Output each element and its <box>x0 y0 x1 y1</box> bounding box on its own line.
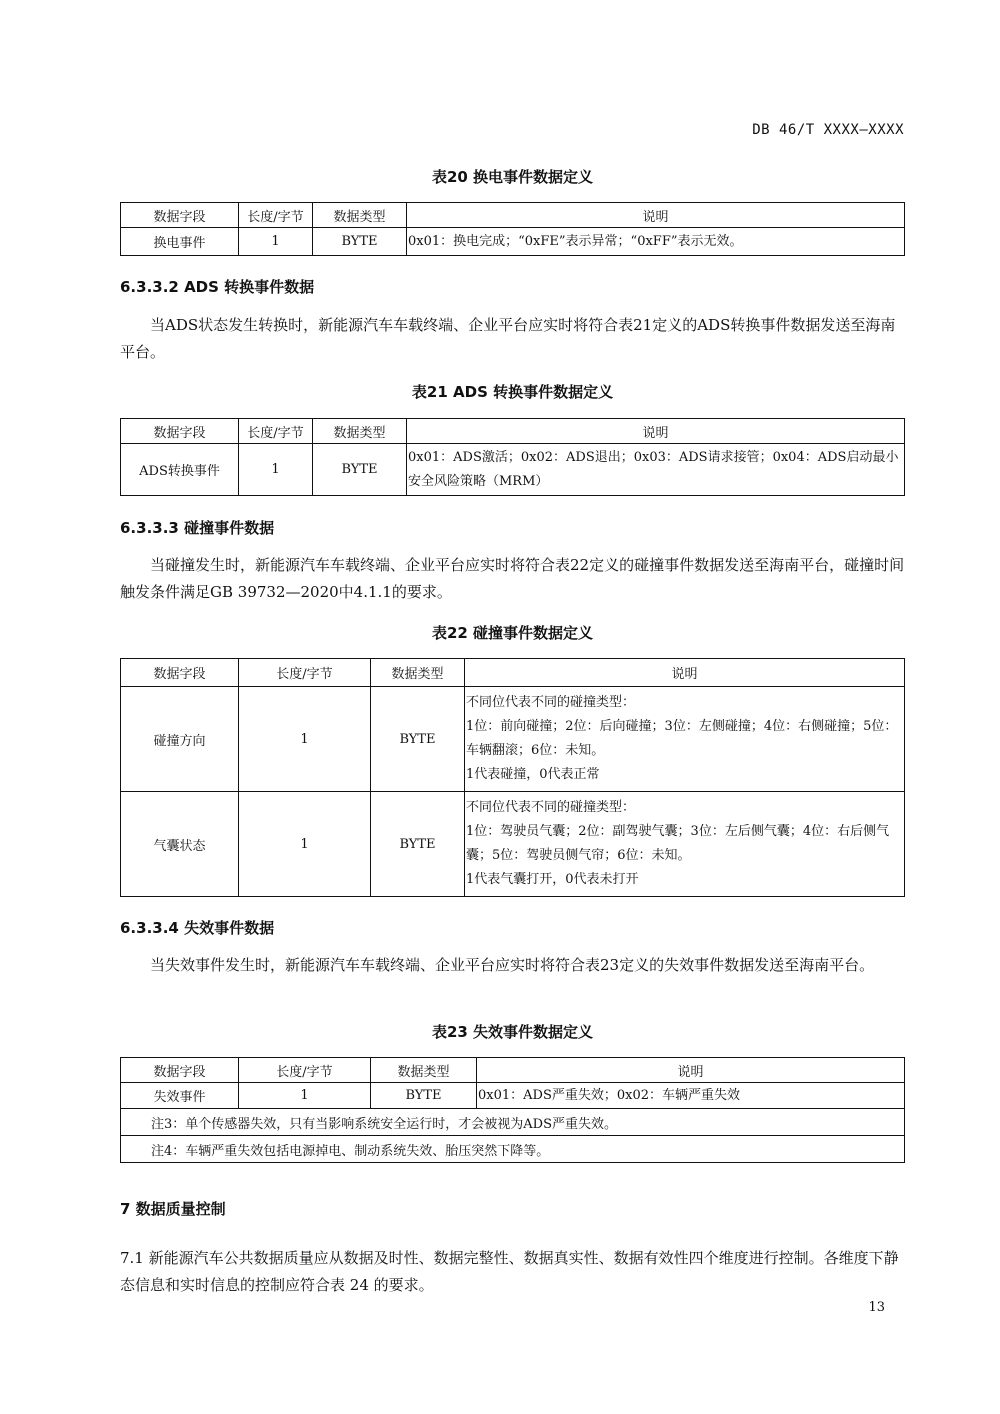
table-cell-description <box>465 792 905 897</box>
table-row <box>121 687 905 792</box>
paragraph-6-3-3-2: 当ADS状态发生转换时，新能源汽车车载终端、企业平台应实时将符合表21定义的ADS转换事件数据发送至海南平台。 <box>120 316 896 361</box>
header-cell: 长度/字节 <box>239 419 313 444</box>
table22 <box>120 658 905 897</box>
header-cell: 长度/字节 <box>239 659 371 687</box>
section-heading-6-3-3-3: 6.3.3.3 碰撞事件数据 <box>120 519 275 537</box>
paragraph-6-3-3-4: 当失效事件发生时，新能源汽车车载终端、企业平台应实时将符合表23定义的失效事件数据发送至海南平台。 <box>150 956 875 974</box>
header-cell: 数据类型 <box>313 419 407 444</box>
table-cell: 0x01：换电完成；“0xFE”表示异常；“0xFF”表示无效。 <box>407 228 905 256</box>
table-row <box>121 228 905 256</box>
header-cell: 数据类型 <box>313 203 407 228</box>
table22-caption: 表22 碰撞事件数据定义 <box>431 624 594 642</box>
table23-caption: 表23 失效事件数据定义 <box>431 1023 594 1041</box>
table-cell: BYTE <box>371 792 465 897</box>
header-cell: 长度/字节 <box>239 1058 371 1083</box>
header-cell: 数据类型 <box>371 1058 477 1083</box>
table-row <box>121 792 905 897</box>
table-note-row <box>121 1136 905 1163</box>
table23 <box>120 1057 905 1163</box>
table21-caption: 表21 ADS 转换事件数据定义 <box>411 383 614 401</box>
header-cell: 数据字段 <box>121 203 239 228</box>
table-cell: 碰撞方向 <box>121 687 239 792</box>
table-cell: 失效事件 <box>121 1083 239 1109</box>
section-heading-6-3-3-4: 6.3.3.4 失效事件数据 <box>120 919 275 937</box>
table-cell: ADS转换事件 <box>121 444 239 496</box>
table-cell: BYTE <box>371 687 465 792</box>
paragraph-7-1: 7.1 新能源汽车公共数据质量应从数据及时性、数据完整性、数据真实性、数据有效性四个维度进行控制。各维度下静态信息和实时信息的控制应符合表 24 的要求。 <box>120 1249 899 1294</box>
section-heading-6-3-3-2: 6.3.3.2 ADS 转换事件数据 <box>120 278 315 296</box>
table21 <box>120 418 905 496</box>
description-line: 1代表碰撞，0代表正常 <box>466 767 600 782</box>
table-note: 注4：车辆严重失效包括电源掉电、制动系统失效、胎压突然下降等。 <box>121 1136 905 1163</box>
table-cell: 1 <box>239 1083 371 1109</box>
section-heading-7: 7 数据质量控制 <box>120 1200 226 1218</box>
table-cell: 气囊状态 <box>121 792 239 897</box>
header-cell: 说明 <box>477 1058 905 1083</box>
description-line: 不同位代表不同的碰撞类型： <box>466 695 636 710</box>
table-header-row <box>121 1058 905 1083</box>
table-cell: 0x01：ADS严重失效；0x02：车辆严重失效 <box>477 1083 905 1109</box>
description-line: 1代表气囊打开，0代表未打开 <box>466 872 639 887</box>
table-cell: 1 <box>239 444 313 496</box>
table20 <box>120 202 905 256</box>
table-cell: BYTE <box>371 1083 477 1109</box>
document-code: DB 46/T XXXX—XXXX <box>752 122 904 138</box>
table-header-row <box>121 203 905 228</box>
table-cell: 1 <box>239 687 371 792</box>
header-cell: 数据字段 <box>121 659 239 687</box>
description-line: 1位：驾驶员气囊；2位：副驾驶气囊；3位：左后侧气囊；4位：右后侧气囊；5位：驾驶员侧气帘；6位：未知。 <box>466 824 890 863</box>
description-line: 1位：前向碰撞；2位：后向碰撞；3位：左侧碰撞；4位：右侧碰撞；5位：车辆翻滚；6位：未知。 <box>466 719 898 758</box>
paragraph-6-3-3-3: 当碰撞发生时，新能源汽车车载终端、企业平台应实时将符合表22定义的碰撞事件数据发送至海南平台，碰撞时间触发条件满足GB 39732—2020中4.1.1的要求。 <box>120 556 905 601</box>
table-note-row <box>121 1109 905 1136</box>
table-row <box>121 1083 905 1109</box>
description-line: 不同位代表不同的碰撞类型： <box>466 800 636 815</box>
page-number: 13 <box>868 1300 885 1315</box>
table-note: 注3：单个传感器失效，只有当影响系统安全运行时，才会被视为ADS严重失效。 <box>121 1109 905 1136</box>
header-cell: 数据字段 <box>121 1058 239 1083</box>
header-cell: 说明 <box>407 419 905 444</box>
table-header-row <box>121 419 905 444</box>
table20-caption: 表20 换电事件数据定义 <box>431 168 594 186</box>
table-cell-description <box>465 687 905 792</box>
header-cell: 说明 <box>407 203 905 228</box>
table-header-row <box>121 659 905 687</box>
table-cell: 1 <box>239 792 371 897</box>
table-cell: 1 <box>239 228 313 256</box>
header-cell: 数据类型 <box>371 659 465 687</box>
header-cell: 说明 <box>465 659 905 687</box>
header-cell: 长度/字节 <box>239 203 313 228</box>
table-cell: 0x01：ADS激活；0x02：ADS退出；0x03：ADS请求接管；0x04：ADS启动最小安全风险策略（MRM） <box>407 444 905 496</box>
table-row <box>121 444 905 496</box>
table-cell: BYTE <box>313 228 407 256</box>
header-cell: 数据字段 <box>121 419 239 444</box>
table-cell: BYTE <box>313 444 407 496</box>
table-cell: 换电事件 <box>121 228 239 256</box>
